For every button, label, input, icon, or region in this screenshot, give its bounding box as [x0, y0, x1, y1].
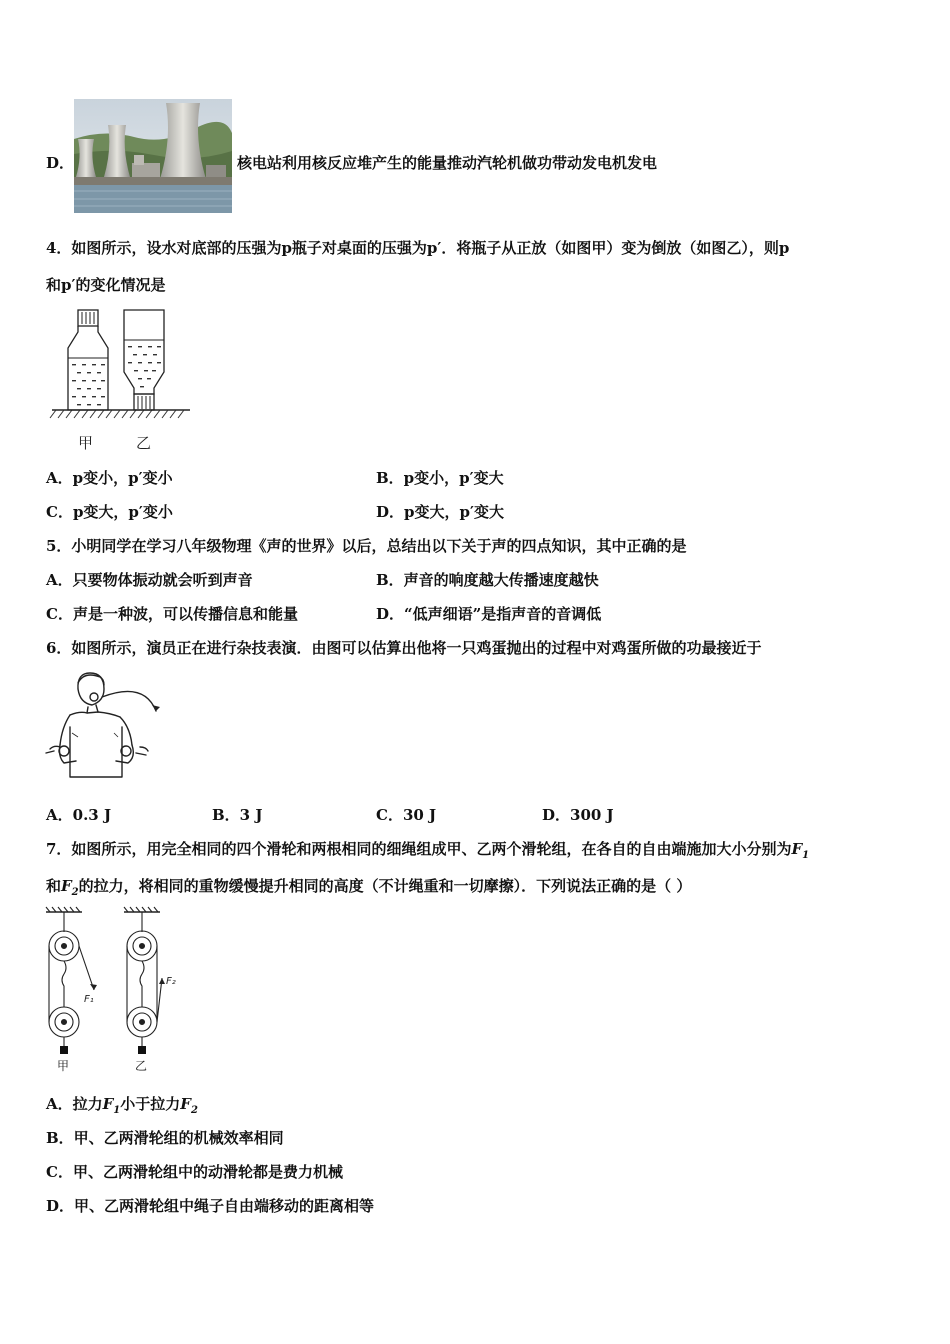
q4-option-c: C．p变大，p′变小: [46, 503, 173, 521]
q4-stem-line2: 和p′的变化情况是: [46, 276, 166, 294]
pulley-force-label-2: F₂: [166, 976, 176, 987]
pulley-figure: [38, 906, 188, 1076]
pulley-label-yi: 乙: [135, 1059, 148, 1073]
nuclear-plant-photo: [74, 99, 232, 213]
force-f1: $F_1$: [791, 840, 810, 861]
pulley-label-jia: 甲: [57, 1059, 70, 1073]
q6-option-a: A．0.3 J: [46, 806, 112, 824]
bottle-label-yi: 乙: [136, 434, 152, 452]
q3-option-d-letter: D．: [46, 154, 75, 172]
q5-stem: 5．小明同学在学习八年级物理《声的世界》以后，总结出以下关于声的四点知识，其中正确的是: [46, 537, 687, 555]
q6-option-c: C．30 J: [376, 806, 437, 824]
bottle-inverted: [124, 310, 164, 410]
q5-option-a: A．只要物体振动就会听到声音: [46, 571, 253, 589]
q4-option-b: B．p变小，p′变大: [376, 469, 504, 487]
force-f2: $F_2$: [61, 877, 79, 898]
bottle-upright: [68, 310, 108, 410]
q4-stem-line1: 4．如图所示，设水对底部的压强为p瓶子对桌面的压强为p′．将瓶子从正放（如图甲）变为倒放（如图乙），则p: [46, 239, 790, 257]
bottle-label-jia: 甲: [78, 434, 94, 452]
q7-option-d: D．甲、乙两滑轮组中绳子自由端移动的距离相等: [46, 1197, 375, 1215]
q5-option-b: B．声音的响度越大传播速度越快: [376, 571, 599, 589]
q5-option-d: D．“低声细语”是指声音的音调低: [376, 605, 602, 623]
pulley-force-label-1: F₁: [84, 994, 94, 1005]
q3-option-d-text: 核电站利用核反应堆产生的能量推动汽轮机做功带动发电机发电: [237, 154, 658, 172]
q7-option-b: B．甲、乙两滑轮组的机械效率相同: [46, 1129, 284, 1147]
q7-option-c: C．甲、乙两滑轮组中的动滑轮都是费力机械: [46, 1163, 343, 1181]
q6-option-b: B．3 J: [212, 806, 263, 824]
q6-stem: 6．如图所示，演员正在进行杂技表演．由图可以估算出他将一只鸡蛋抛出的过程中对鸡蛋所做的功最接近于: [46, 639, 762, 657]
q6-option-d: D．300 J: [542, 806, 614, 824]
q4-option-d: D．p变大，p′变大: [376, 503, 504, 521]
q7-stem-line1: 7．如图所示，用完全相同的四个滑轮和两根相同的细绳组成甲、乙两个滑轮组，在各自的自由端施加大小分别为$F_1$: [46, 840, 810, 861]
q4-option-a: A．p变小，p′变小: [46, 469, 173, 487]
q5-option-c: C．声是一种波，可以传播信息和能量: [46, 605, 298, 623]
q7-option-a: A．拉力$F_1$小于拉力$F_2$: [46, 1095, 198, 1116]
q7-stem-line2: 和$F_2$的拉力，将相同的重物缓慢提升相同的高度（不计绳重和一切摩擦）．下列说法正确的是（ ）: [46, 877, 692, 898]
juggler-figure: [44, 667, 162, 783]
bottle-figure: [48, 306, 193, 456]
